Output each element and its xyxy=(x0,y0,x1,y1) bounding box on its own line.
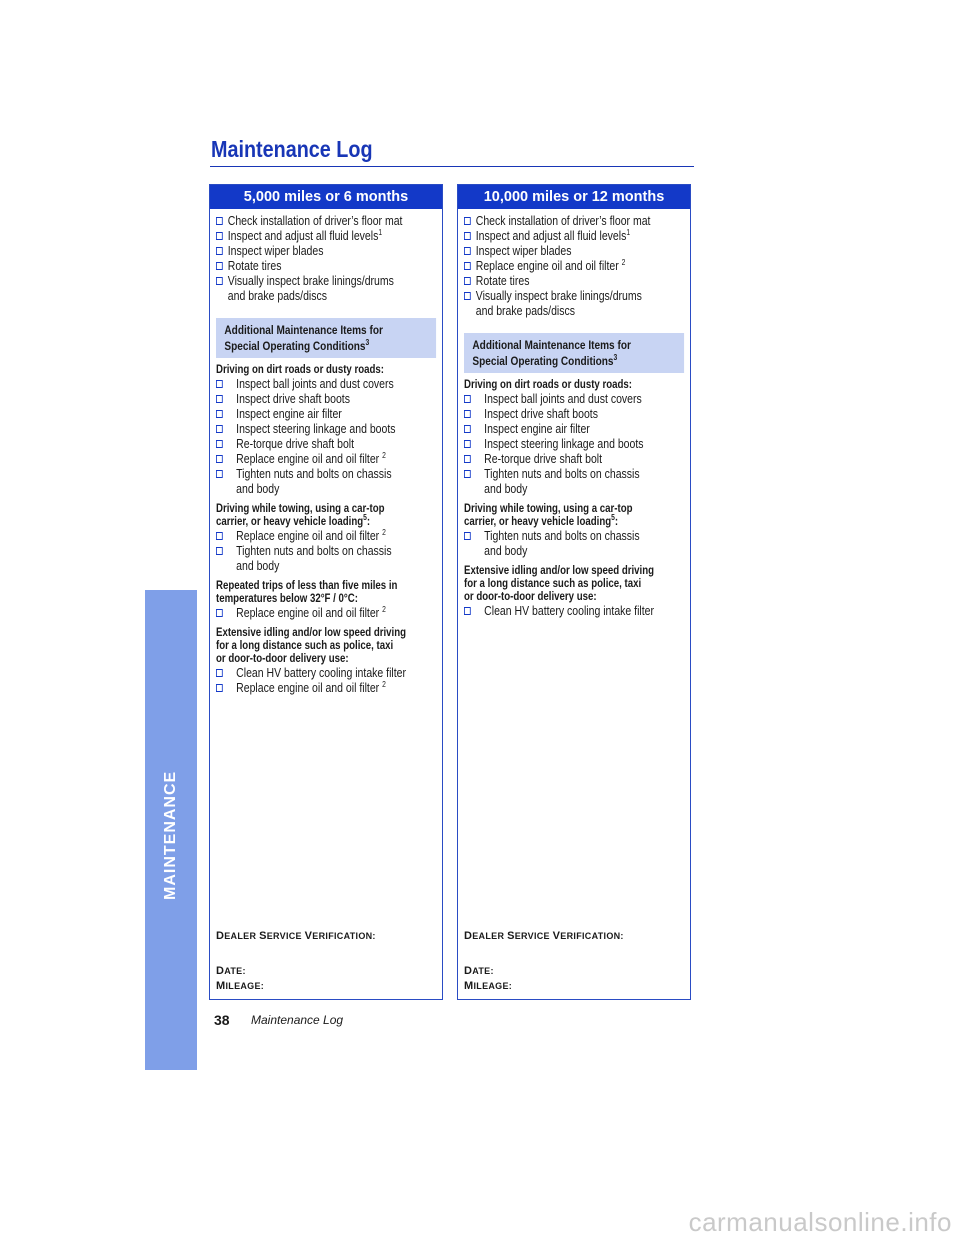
checkbox-icon[interactable] xyxy=(216,247,223,255)
checkbox-icon[interactable] xyxy=(216,470,223,478)
checkbox-icon[interactable] xyxy=(464,232,471,240)
checklist-item[interactable]: Replace engine oil and oil filter $^2$ xyxy=(216,606,436,621)
column-header-text: 10,000 miles or 12 months xyxy=(483,189,665,205)
column-header xyxy=(210,185,442,209)
log-column-5000 xyxy=(209,184,443,1000)
checklist-item[interactable]: Inspect and adjust all fluid levels$^1$ xyxy=(464,229,684,244)
checklist-item[interactable]: Inspect drive shaft boots xyxy=(216,392,436,407)
idling-items xyxy=(464,604,684,619)
dealer-verification xyxy=(464,931,624,992)
dirt-items xyxy=(464,392,684,497)
standard-items xyxy=(216,214,436,304)
checkbox-icon[interactable] xyxy=(216,395,223,403)
checklist-item-continuation: and body xyxy=(484,482,528,496)
checkbox-icon[interactable] xyxy=(216,277,223,285)
checklist-item-continuation: and body xyxy=(236,559,280,573)
checklist-item-continuation: and body xyxy=(236,482,280,496)
checklist-item[interactable]: Tighten nuts and bolts on chassis xyxy=(216,467,436,482)
checkbox-icon[interactable] xyxy=(216,609,223,617)
checkbox-icon[interactable] xyxy=(216,455,223,463)
column-header xyxy=(458,185,690,209)
checkbox-icon[interactable] xyxy=(464,277,471,285)
checkbox-icon[interactable] xyxy=(216,440,223,448)
checkbox-icon[interactable] xyxy=(216,217,223,225)
idling-items xyxy=(216,666,436,696)
condition-title-towing: Driving while towing, using a car-top carrier, or heavy vehicle loading$^5$: xyxy=(216,503,385,528)
dealer-service-verification-label[interactable]: DEALER SERVICE VERIFICATION: xyxy=(216,930,376,942)
condition-title-towing: Driving while towing, using a car-top carrier, or heavy vehicle loading$^5$: xyxy=(464,503,633,528)
dealer-service-verification-label[interactable]: DEALER SERVICE VERIFICATION: xyxy=(464,930,624,942)
page-number: 38 xyxy=(214,1012,230,1028)
checklist-item-continuation: and body xyxy=(484,544,528,558)
checklist-item[interactable]: Replace engine oil and oil filter $^2$ xyxy=(216,452,436,467)
checklist-item[interactable]: Rotate tires xyxy=(216,259,436,274)
checkbox-icon[interactable] xyxy=(464,262,471,270)
checkbox-icon[interactable] xyxy=(464,455,471,463)
page-title: Maintenance Log xyxy=(211,136,373,162)
condition-title-dirt: Driving on dirt roads or dusty roads: xyxy=(464,379,632,391)
checklist-item-continuation: and brake pads/discs xyxy=(475,304,575,318)
checklist-item[interactable]: Visually inspect brake linings/drums xyxy=(464,289,684,304)
column-header-text: 5,000 miles or 6 months xyxy=(243,189,409,205)
checklist-item[interactable]: Re-torque drive shaft bolt xyxy=(216,437,436,452)
checkbox-icon[interactable] xyxy=(216,684,223,692)
checklist-item[interactable]: Inspect ball joints and dust covers xyxy=(464,392,684,407)
checklist-item[interactable]: Clean HV battery cooling intake filter xyxy=(216,666,436,681)
checkbox-icon[interactable] xyxy=(464,395,471,403)
checkbox-icon[interactable] xyxy=(464,217,471,225)
dirt-items xyxy=(216,377,436,497)
checkbox-icon[interactable] xyxy=(216,532,223,540)
column-content xyxy=(464,214,684,619)
cold-items xyxy=(216,606,436,621)
checklist-item[interactable]: Replace engine oil and oil filter $^2$ xyxy=(216,681,436,696)
checklist-item[interactable]: Inspect engine air filter xyxy=(216,407,436,422)
checklist-item[interactable]: Inspect and adjust all fluid levels$^1$ xyxy=(216,229,436,244)
checkbox-icon[interactable] xyxy=(216,232,223,240)
checklist-item[interactable]: Check installation of driver’s floor mat xyxy=(216,214,436,229)
mileage-label[interactable]: MILEAGE: xyxy=(464,980,513,992)
checklist-item[interactable]: Inspect engine air filter xyxy=(464,422,684,437)
checklist-item[interactable]: Inspect ball joints and dust covers xyxy=(216,377,436,392)
checkbox-icon[interactable] xyxy=(464,410,471,418)
checkbox-icon[interactable] xyxy=(216,547,223,555)
checklist-item[interactable]: Replace engine oil and oil filter $^2$ xyxy=(216,529,436,544)
checklist-item[interactable]: Inspect wiper blades xyxy=(464,244,684,259)
checkbox-icon[interactable] xyxy=(464,425,471,433)
date-label[interactable]: DATE: xyxy=(216,965,246,977)
dealer-verification xyxy=(216,931,376,992)
checklist-item[interactable]: Inspect drive shaft boots xyxy=(464,407,684,422)
checkbox-icon[interactable] xyxy=(464,607,471,615)
footer-section-title: Maintenance Log xyxy=(251,1013,344,1027)
condition-title-idling: Extensive idling and/or low speed driving for a long distance such as police, taxi or door-to-door delivery use: xyxy=(464,565,655,603)
additional-items-heading: Additional Maintenance Items for Special Operating Conditions$^3$ xyxy=(464,333,684,373)
checklist-item[interactable]: Check installation of driver’s floor mat xyxy=(464,214,684,229)
standard-items xyxy=(464,214,684,319)
checkbox-icon[interactable] xyxy=(216,380,223,388)
checklist-item[interactable]: Tighten nuts and bolts on chassis xyxy=(464,529,684,544)
checklist-item[interactable]: Inspect steering linkage and boots xyxy=(216,422,436,437)
towing-items xyxy=(216,529,436,574)
condition-title-idling: Extensive idling and/or low speed driving for a long distance such as police, taxi or door-to-door delivery use: xyxy=(216,627,407,665)
additional-items-heading: Additional Maintenance Items for Special Operating Conditions$^3$ xyxy=(216,318,436,358)
checklist-item[interactable]: Visually inspect brake linings/drums xyxy=(216,274,436,289)
checklist-item[interactable]: Inspect steering linkage and boots xyxy=(464,437,684,452)
title-divider xyxy=(210,166,694,167)
checkbox-icon[interactable] xyxy=(464,292,471,300)
checklist-item-continuation: and brake pads/discs xyxy=(227,289,327,303)
side-tab-label: MAINTENANCE xyxy=(162,770,179,900)
checklist-item[interactable]: Clean HV battery cooling intake filter xyxy=(464,604,684,619)
log-column-10000 xyxy=(457,184,691,1000)
checkbox-icon[interactable] xyxy=(216,262,223,270)
checklist-item[interactable]: Tighten nuts and bolts on chassis xyxy=(216,544,436,559)
checklist-item[interactable]: Inspect wiper blades xyxy=(216,244,436,259)
condition-title-cold: Repeated trips of less than five miles in temperatures below 32°F / 0°C: xyxy=(216,580,398,605)
checkbox-icon[interactable] xyxy=(464,532,471,540)
checklist-item[interactable]: Re-torque drive shaft bolt xyxy=(464,452,684,467)
checklist-item[interactable]: Rotate tires xyxy=(464,274,684,289)
checklist-item[interactable]: Tighten nuts and bolts on chassis xyxy=(464,467,684,482)
date-label[interactable]: DATE: xyxy=(464,965,494,977)
watermark: carmanualsonline.info xyxy=(688,1207,952,1237)
condition-title-dirt: Driving on dirt roads or dusty roads: xyxy=(216,364,384,376)
checkbox-icon[interactable] xyxy=(216,410,223,418)
checkbox-icon[interactable] xyxy=(464,440,471,448)
towing-items xyxy=(464,529,684,559)
checkbox-icon[interactable] xyxy=(464,247,471,255)
checkbox-icon[interactable] xyxy=(216,425,223,433)
column-content xyxy=(216,214,436,696)
checkbox-icon[interactable] xyxy=(464,470,471,478)
mileage-label[interactable]: MILEAGE: xyxy=(216,980,265,992)
checklist-item[interactable]: Replace engine oil and oil filter $^2$ xyxy=(464,259,684,274)
checkbox-icon[interactable] xyxy=(216,669,223,677)
